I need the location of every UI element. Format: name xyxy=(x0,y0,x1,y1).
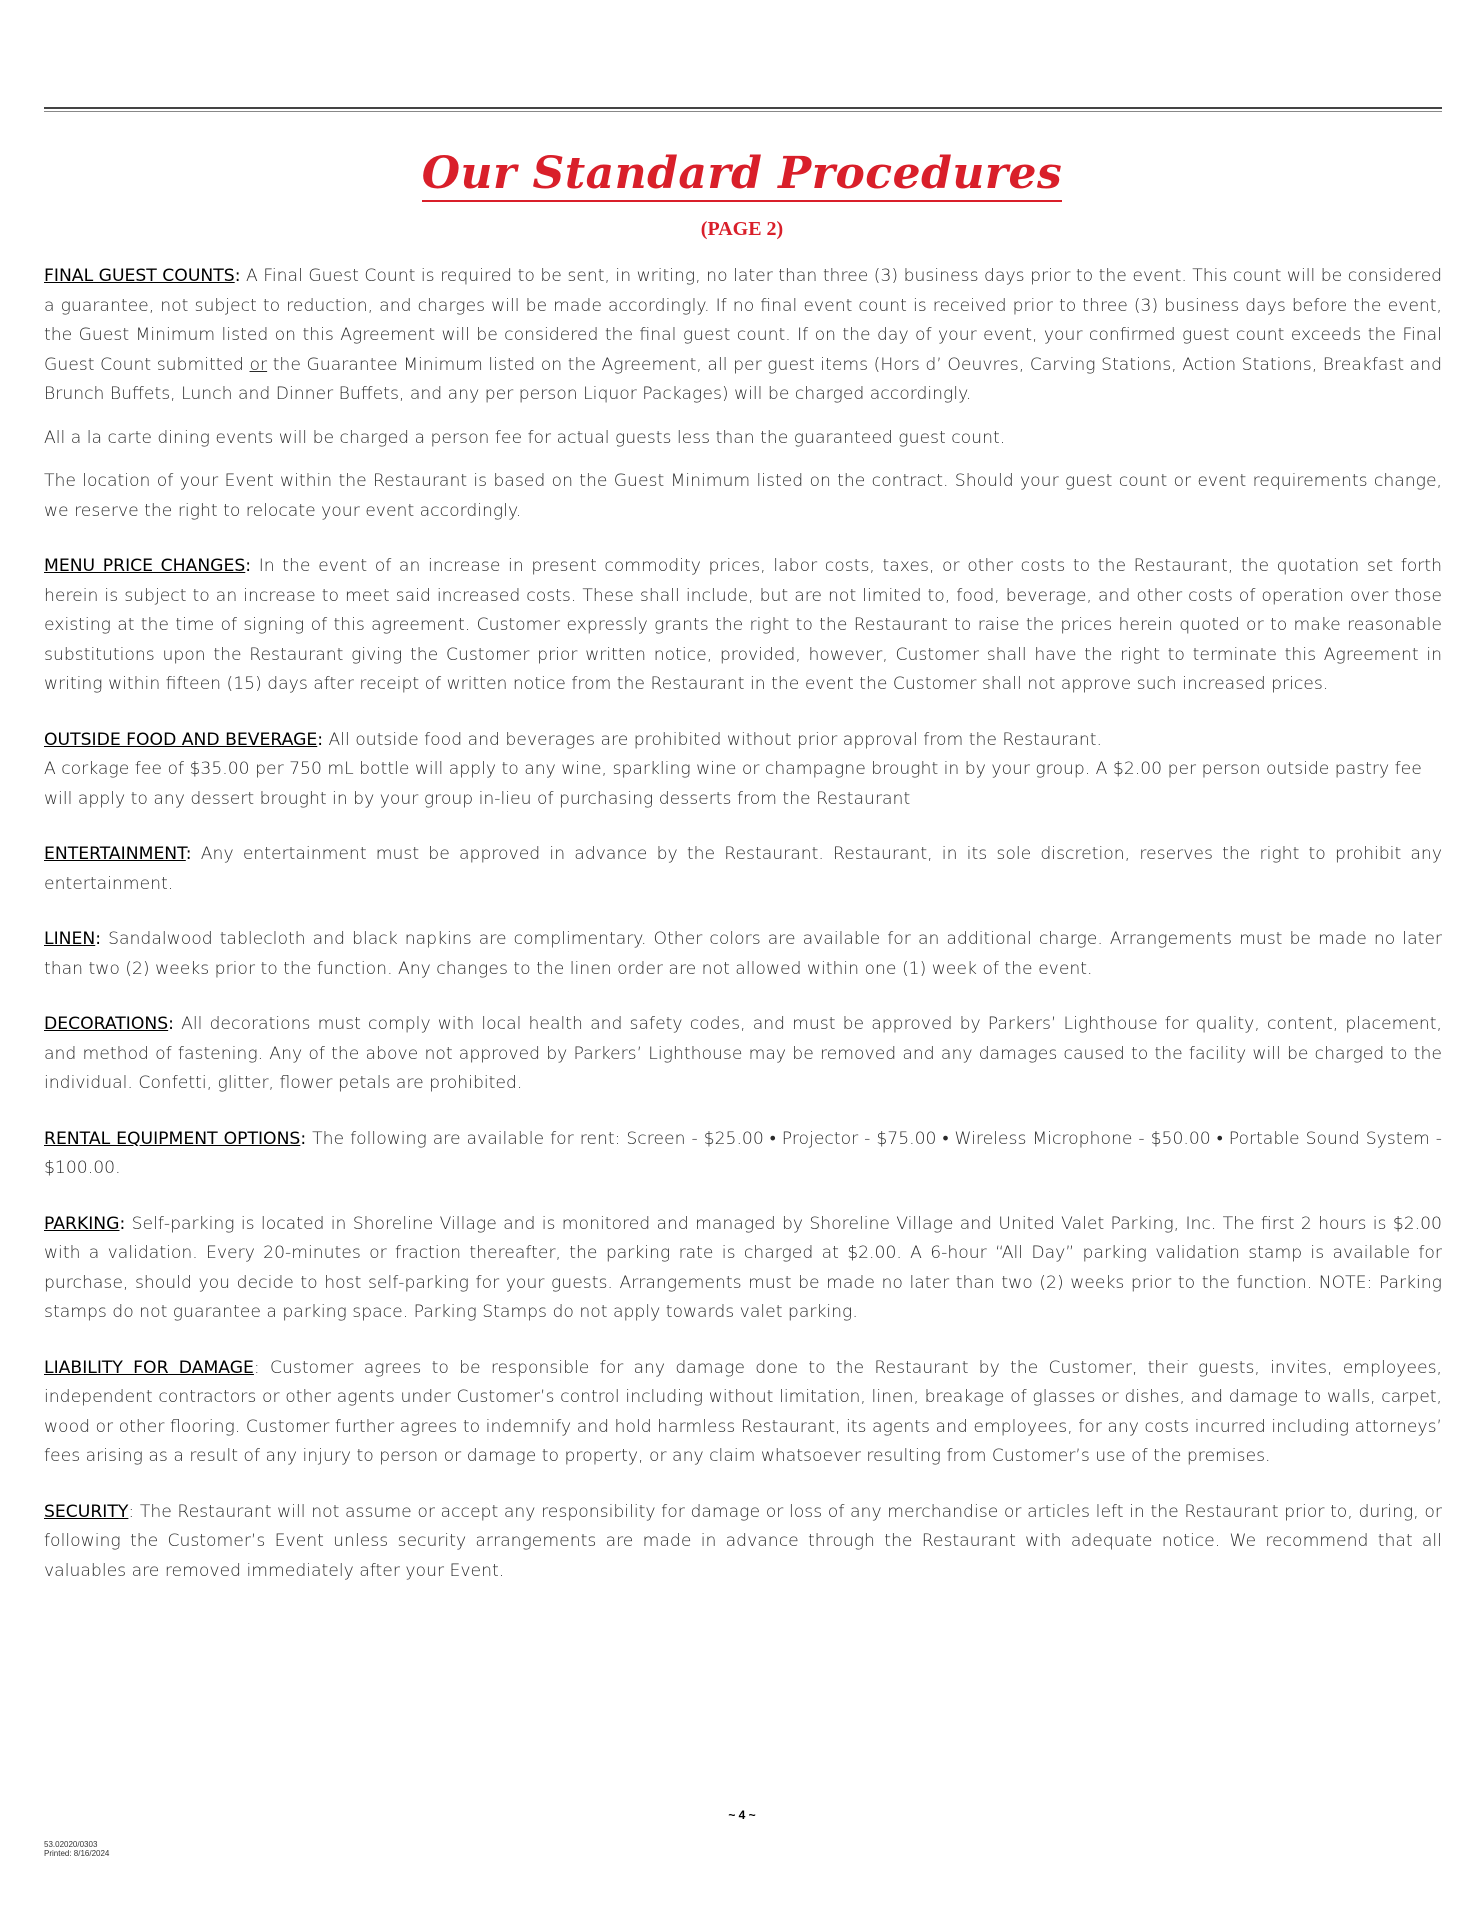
section-heading: DECORATIONS: xyxy=(44,1014,174,1034)
section-text: All outside food and beverages are prohibited without prior approval from the Restaurant. xyxy=(323,729,1102,750)
section-heading: RENTAL EQUIPMENT OPTIONS: xyxy=(44,1128,307,1149)
decorations-paragraph xyxy=(44,1010,1442,1099)
section-heading: SECURITY xyxy=(44,1501,129,1522)
top-rule-secondary xyxy=(44,111,1442,112)
section-heading: FINAL GUEST COUNTS: xyxy=(44,266,241,286)
section-heading: ENTERTAINMENT: xyxy=(44,844,192,864)
parking-paragraph xyxy=(44,1210,1442,1328)
section-heading: MENU PRICE CHANGES: xyxy=(44,556,252,576)
section-text: All decorations must comply with local health and safety codes, and must be approved by Parkers’ Lighthouse for quality, content, placement, and method of fastening. Any of the above not approved by Parkers’ Lighthouse may be removed and any damages caused to the facility will be charged to the individual. Confetti, glitter, flower petals are prohibited. xyxy=(44,1014,1442,1093)
menu-price-changes-paragraph xyxy=(44,552,1442,700)
section-text: The following are available for rent: Screen - $25.00 • Projector - $75.00 • Wireless Microphone - $50.00 • Portable Sound System - $100.00. xyxy=(44,1128,1442,1178)
printed-date: Printed: 8/16/2024 xyxy=(44,1849,110,1858)
section-text: the Guarantee Minimum listed on the Agreement, all per guest items (Hors d’ Oeuvres, Carving Stations, Action Stations, Breakfast and Brunch Buffets, Lunch and Dinner Buffets, and any per person Liquor Packages) will be charged accordingly. xyxy=(44,354,1442,404)
rental-equipment-paragraph xyxy=(44,1125,1442,1184)
entertainment-paragraph xyxy=(44,840,1442,899)
linen-paragraph xyxy=(44,925,1442,984)
section-heading: LINEN: xyxy=(44,929,102,949)
final-guest-counts-paragraph xyxy=(44,262,1442,410)
page-subtitle: (PAGE 2) xyxy=(700,218,784,240)
security-paragraph xyxy=(44,1498,1442,1587)
corkage-paragraph: A corkage fee of $35.00 per 750 mL bottle will apply to any wine, sparkling wine or champagne brought in by your group. A $2.00 per person outside pastry fee will apply to any dessert brought in by your group in-lieu of purchasing desserts from the Restaurant xyxy=(44,759,1422,809)
section-text: Sandalwood tablecloth and black napkins are complimentary. Other colors are available for an additional charge. Arrangements must be made no later than two (2) weeks prior to the function. Any changes to the linen order are not allowed within one (1) week of the event. xyxy=(44,929,1442,979)
section-heading: LIABILITY FOR DAMAGE xyxy=(44,1357,254,1378)
section-text: In the event of an increase in present commodity prices, labor costs, taxes, or other costs to the Restaurant, the quotation set forth herein is subject to an increase to meet said increased costs. These shall include, but are not limited to, food, beverage, and other costs of operation over those existing at the time of signing of this agreement. Customer expressly grants the right to the Restaurant to raise the prices herein quoted or to make reasonable substitutions upon the Restaurant giving the Customer prior written notice, provided, however, Customer shall have the right to terminate this Agreement in writing within fifteen (15) days after receipt of written notice from the Restaurant in the event the Customer shall not approve such increased prices. xyxy=(44,556,1442,694)
liability-paragraph xyxy=(44,1354,1442,1472)
page-number: ~ 4 ~ xyxy=(728,1808,756,1822)
event-location-paragraph: The location of your Event within the Restaurant is based on the Guest Minimum listed on the contract. Should your guest count or event requirements change, we reserve the right to relocate your event accordingly. xyxy=(44,471,1442,521)
document-body xyxy=(44,262,1442,1586)
footer-print-info xyxy=(44,1840,109,1858)
emphasis-or: or xyxy=(249,354,268,375)
section-text: : Customer agrees to be responsible for any damage done to the Restaurant by the Customer, their guests, invites, employees, independent contractors or other agents under Customer’s control including without limitation, linen, breakage of glasses or dishes, and damage to walls, carpet, wood or other flooring. Customer further agrees to indemnify and hold harmless Restaurant, its agents and employees, for any costs incurred including attorneys’ fees arising as a result of any injury to person or damage to property, or any claim whatsoever resulting from Customer’s use of the premises. xyxy=(44,1357,1442,1466)
doc-code: 53.02020/0303 xyxy=(44,1840,98,1849)
outside-food-paragraph xyxy=(44,726,1442,756)
section-text: Any entertainment must be approved in advance by the Restaurant. Restaurant, in its sole discretion, reserves the right to prohibit any entertainment. xyxy=(44,844,1442,894)
section-heading: PARKING: xyxy=(44,1213,126,1234)
section-text: A Final Guest Count is required to be sent, in writing, no later than three (3) business days prior to the event. This count will be considered a guarantee, not subject to reduction, and charges will be made accordingly. If no final event count is received prior to three (3) business days before the event, the Guest Minimum listed on this Agreement will be considered the final guest count. If on the day of your event, your confirmed guest count exceeds the Final Guest Count submitted xyxy=(44,266,1442,375)
section-text: : The Restaurant will not assume or accept any responsibility for damage or loss of any merchandise or articles left in the Restaurant prior to, during, or following the Customer’s Event unless security arrangements are made in advance through the Restaurant with adequate notice. We recommend that all valuables are removed immediately after your Event. xyxy=(44,1501,1442,1581)
page-title: Our Standard Procedures xyxy=(0,148,1484,199)
section-text: Self-parking is located in Shoreline Village and is monitored and managed by Shoreline Village and United Valet Parking, Inc. The first 2 hours is $2.00 with a validation. Every 20-minutes or fraction thereafter, the parking rate is charged at $2.00. A 6-hour “All Day” parking validation stamp is available for purchase, should you decide to host self-parking for your guests. Arrangements must be made no later than two (2) weeks prior to the function. NOTE: Parking stamps do not guarantee a parking space. Parking Stamps do not apply towards valet parking. xyxy=(44,1213,1442,1322)
a-la-carte-paragraph: All a la carte dining events will be charged a person fee for actual guests less than the guaranteed guest count. xyxy=(44,427,1006,448)
top-rule xyxy=(44,107,1442,109)
section-heading: OUTSIDE FOOD AND BEVERAGE: xyxy=(44,729,324,750)
